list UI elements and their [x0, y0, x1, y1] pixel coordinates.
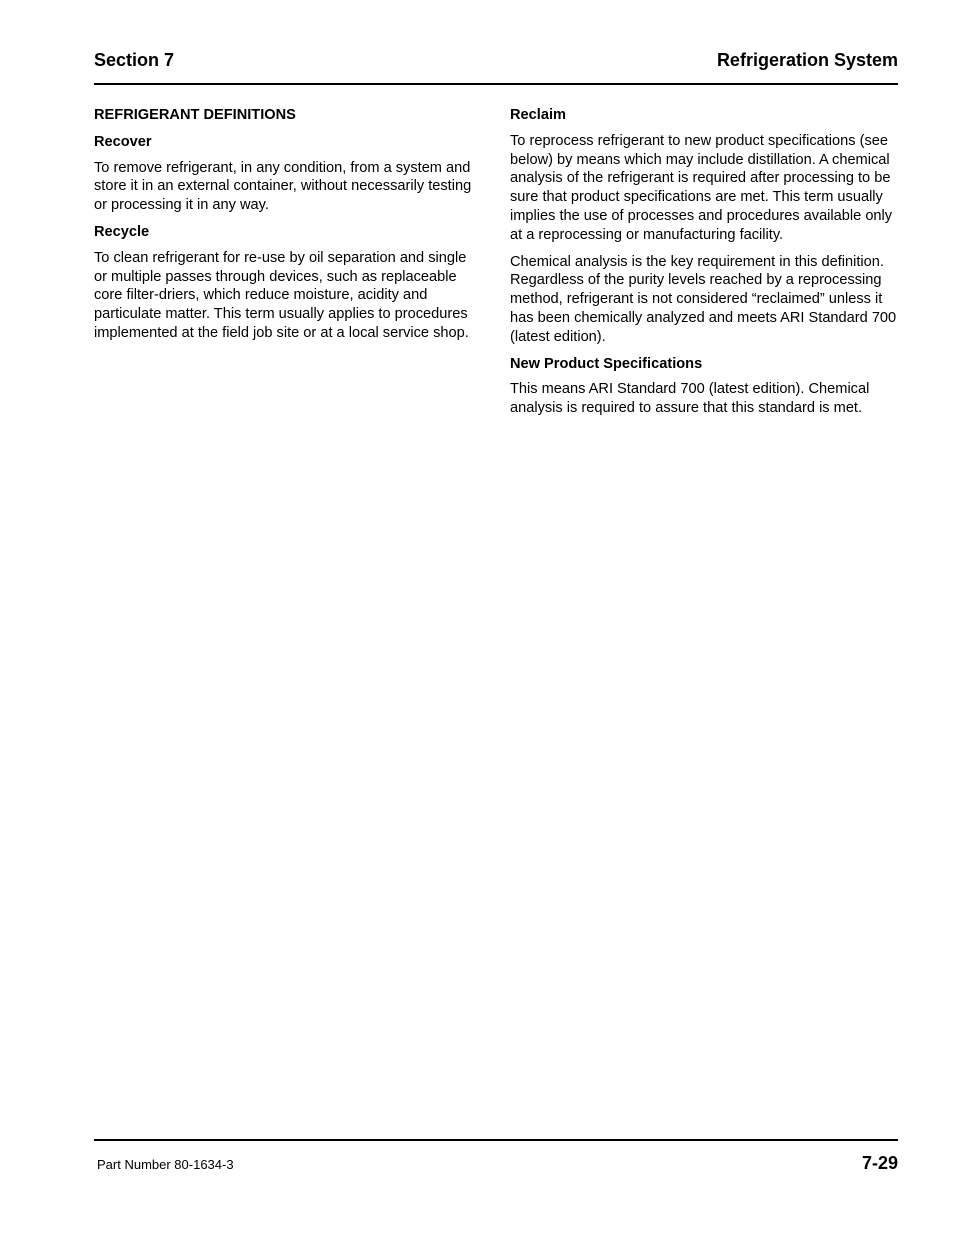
recycle-paragraph: To clean refrigerant for re-use by oil separation and single or multiple passes through devices, such as replaceable core filter-driers, which reduce moisture, acidity and particulate matter. This term usually applies to procedures implemented at the field job site or at a local service shop.: [94, 249, 469, 341]
recover-heading: Recover: [94, 133, 152, 150]
right-column: [510, 106, 898, 426]
new-product-heading: New Product Specifications: [510, 355, 703, 372]
section-title: Refrigeration System: [716, 50, 898, 70]
header-divider: [94, 83, 898, 85]
section-heading: REFRIGERANT DEFINITIONS: [94, 107, 296, 123]
footer-divider: [94, 1139, 898, 1141]
new-product-paragraph: This means ARI Standard 700 (latest edition). Chemical analysis is required to assure that this standard is met.: [510, 381, 870, 417]
left-column: [94, 106, 482, 351]
recycle-heading: Recycle: [94, 223, 150, 240]
reclaim-paragraph-1: To reprocess refrigerant to new product specifications (see below) by means which may include distillation. A chemical analysis of the refrigerant is required after processing to be sure that product specifications are met. This term usually implies the use of processes and procedures available only at a reprocessing or manufacturing facility.: [510, 132, 893, 243]
recover-paragraph: To remove refrigerant, in any condition, from a system and store it in an external container, without necessarily testing or processing it in any way.: [94, 159, 472, 214]
section-label: Section 7: [94, 50, 175, 70]
part-number: Part Number 80-1634-3: [97, 1157, 234, 1172]
page-number: 7-29: [861, 1153, 898, 1173]
reclaim-heading: Reclaim: [510, 107, 566, 123]
reclaim-paragraph-2: Chemical analysis is the key requirement in this definition. Regardless of the purity levels reached by a reprocessing method, refrigerant is not considered “reclaimed” unless it has been chemically analyzed and meets ARI Standard 700 (latest edition).: [510, 253, 897, 345]
page-header: [94, 50, 898, 74]
